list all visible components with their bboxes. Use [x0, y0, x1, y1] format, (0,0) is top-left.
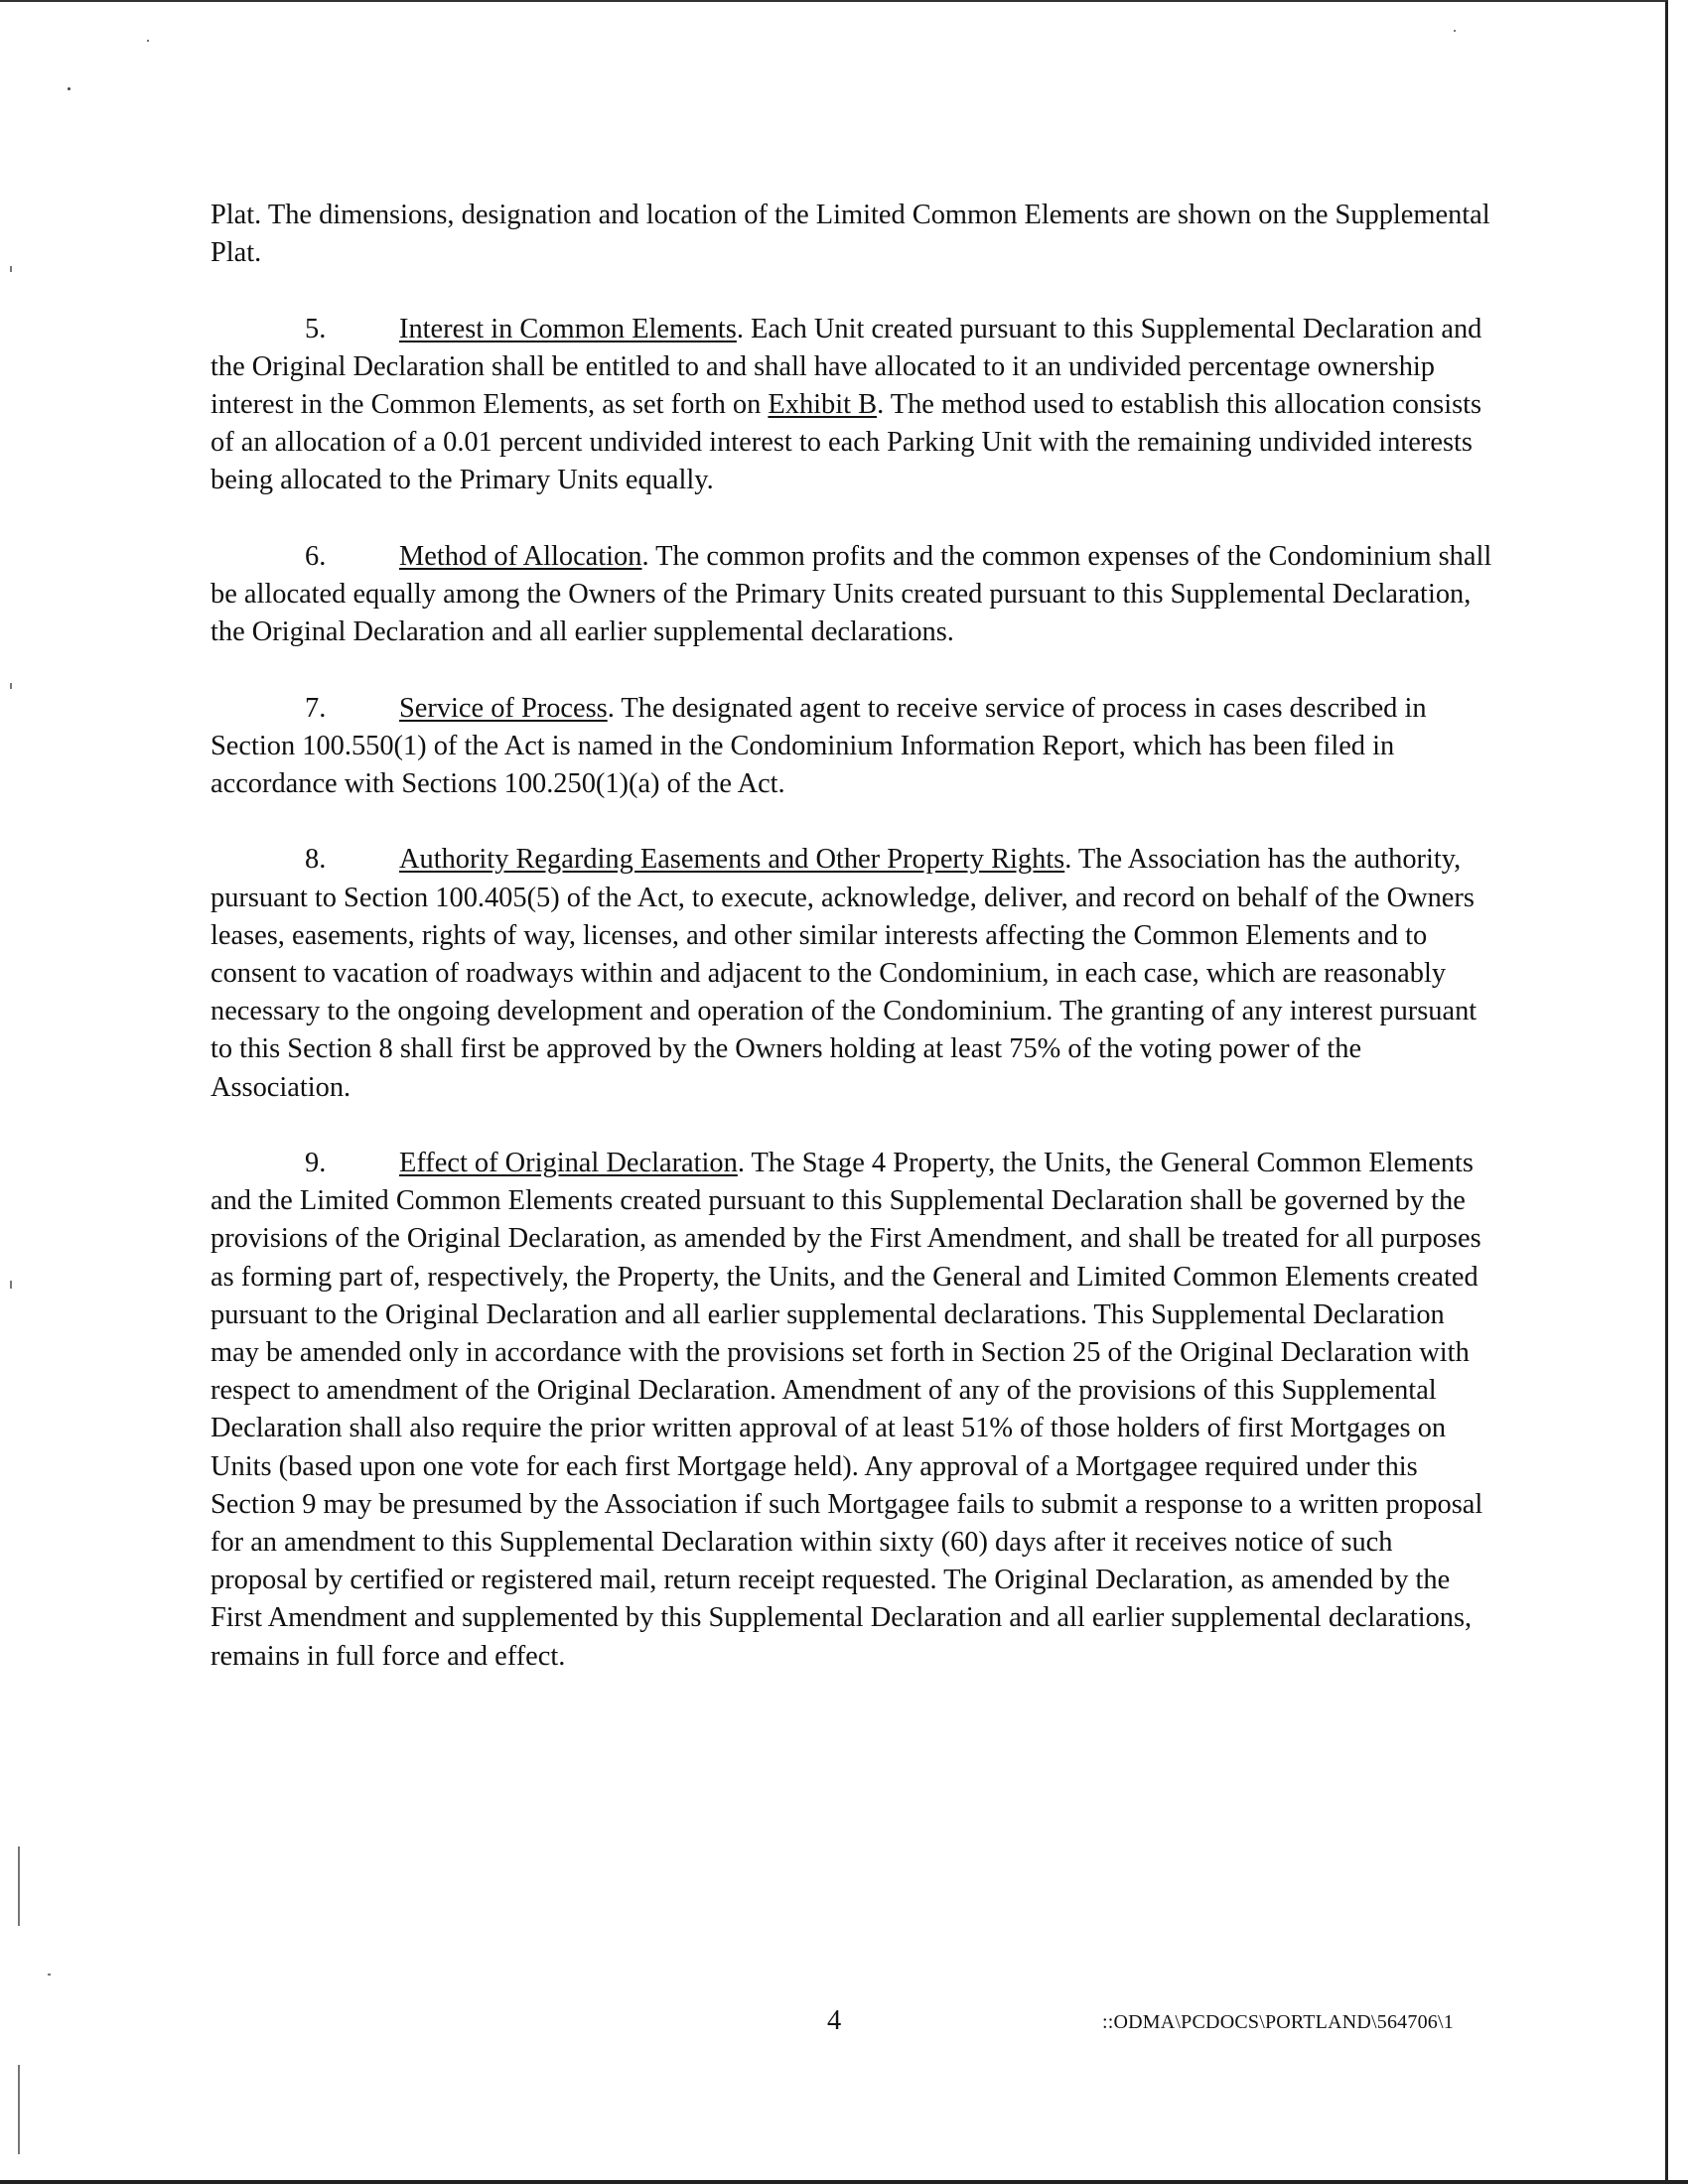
section-heading: Interest in Common Elements: [399, 313, 737, 344]
section-6: [211, 538, 1496, 652]
section-text: . Each Unit created pursuant to this Supplemental Declaration and the Original Declaration shall be entitled to and shall have allocated to it an undivided percentage ownership interest in the Common Elements, as set forth on: [211, 313, 1482, 420]
intro-paragraph: Plat. The dimensions, designation and location of the Limited Common Elements are shown on the Supplemental Plat.: [211, 200, 1490, 269]
section-heading: Service of Process: [399, 692, 608, 724]
scan-mark: [1454, 30, 1456, 32]
section-text: . The method used to establish this allocation consists of an allocation of a 0.01 percent undivided interest to each Parking Unit with the remaining undivided interests being allocated to the Primary Units equally.: [211, 389, 1482, 496]
page-number: 4: [827, 2005, 842, 2036]
section-5: [211, 311, 1496, 500]
section-heading: Effect of Original Declaration: [399, 1148, 738, 1178]
section-text: . The Association has the authority, pursuant to Section 100.405(5) of the Act, to execute, acknowledge, deliver, and record on behalf of the Owners leases, easements, rights of way, licenses, and other similar interests affecting the Common Elements and to consent to vacation of roadways within and adjacent to the Condominium, in each case, which are reasonably necessary to the ongoing development and operation of the Condominium. The granting of any interest pursuant to this Section 8 shall first be approved by the Owners holding at least 75% of the voting power of the Association.: [211, 844, 1477, 1103]
document-id: ::ODMA\PCDOCS\PORTLAND\564706\1: [1102, 2011, 1454, 2033]
scan-mark: [10, 1281, 12, 1289]
scan-mark: [10, 266, 12, 272]
section-number: 6.: [305, 540, 327, 572]
section-number: 8.: [305, 844, 327, 876]
exhibit-reference: Exhibit B: [768, 389, 878, 420]
section-heading: Method of Allocation: [399, 540, 642, 572]
scan-speck: [147, 40, 149, 42]
section-text: . The common profits and the common expenses of the Condominium shall be allocated equally among the Owners of the Primary Units created pursuant to this Supplemental Declaration, the Original Declaration and all earlier supplemental declarations.: [211, 540, 1492, 648]
section-text: . The designated agent to receive service of process in cases described in Section 100.550(1) of the Act is named in the Condominium Information Report, which has been filed in accordance with Sections 100.250(1)(a) of the Act.: [211, 692, 1427, 799]
scan-mark: [48, 1974, 51, 1976]
scan-mark: [18, 2065, 20, 2154]
section-number: 5.: [305, 313, 327, 344]
scan-mark: [18, 1846, 20, 1926]
document-body: [211, 197, 1496, 1713]
scan-mark: [10, 683, 12, 689]
section-number: 7.: [305, 692, 327, 724]
section-text: . The Stage 4 Property, the Units, the General Common Elements and the Limited Common Elements created pursuant to this Supplemental Declaration shall be governed by the provisions of the Original Declaration, as amended by the First Amendment, and shall be treated for all purposes as forming part of, respectively, the Property, the Units, and the General and Limited Common Elements created pursuant to the Original Declaration and all earlier supplemental declarations. This Supplemental Declaration may be amended only in accordance with the provisions set forth in Section 25 of the Original Declaration with respect to amendment of the Original Declaration. Amendment of any of the provisions of this Supplemental Declaration shall also require the prior written approval of at least 51% of those holders of first Mortgages on Units (based upon one vote for each first Mortgage held). Any approval of a Mortgagee required under this Section 9 may be presumed by the Association if such Mortgagee fails to submit a response to a written proposal for an amendment to this Supplemental Declaration within sixty (60) days after it receives notice of such proposal by certified or registered mail, return receipt requested. The Original Declaration, as amended by the First Amendment and supplemented by this Supplemental Declaration and all earlier supplemental declarations, remains in full force and effect.: [211, 1148, 1483, 1672]
page-bottom-edge: [0, 2180, 1688, 2184]
scan-speck: [68, 87, 70, 90]
section-7: [211, 690, 1496, 804]
section-9: [211, 1145, 1496, 1676]
section-number: 9.: [305, 1148, 327, 1178]
section-heading: Authority Regarding Easements and Other Property Rights: [399, 844, 1065, 876]
section-8: [211, 841, 1496, 1106]
